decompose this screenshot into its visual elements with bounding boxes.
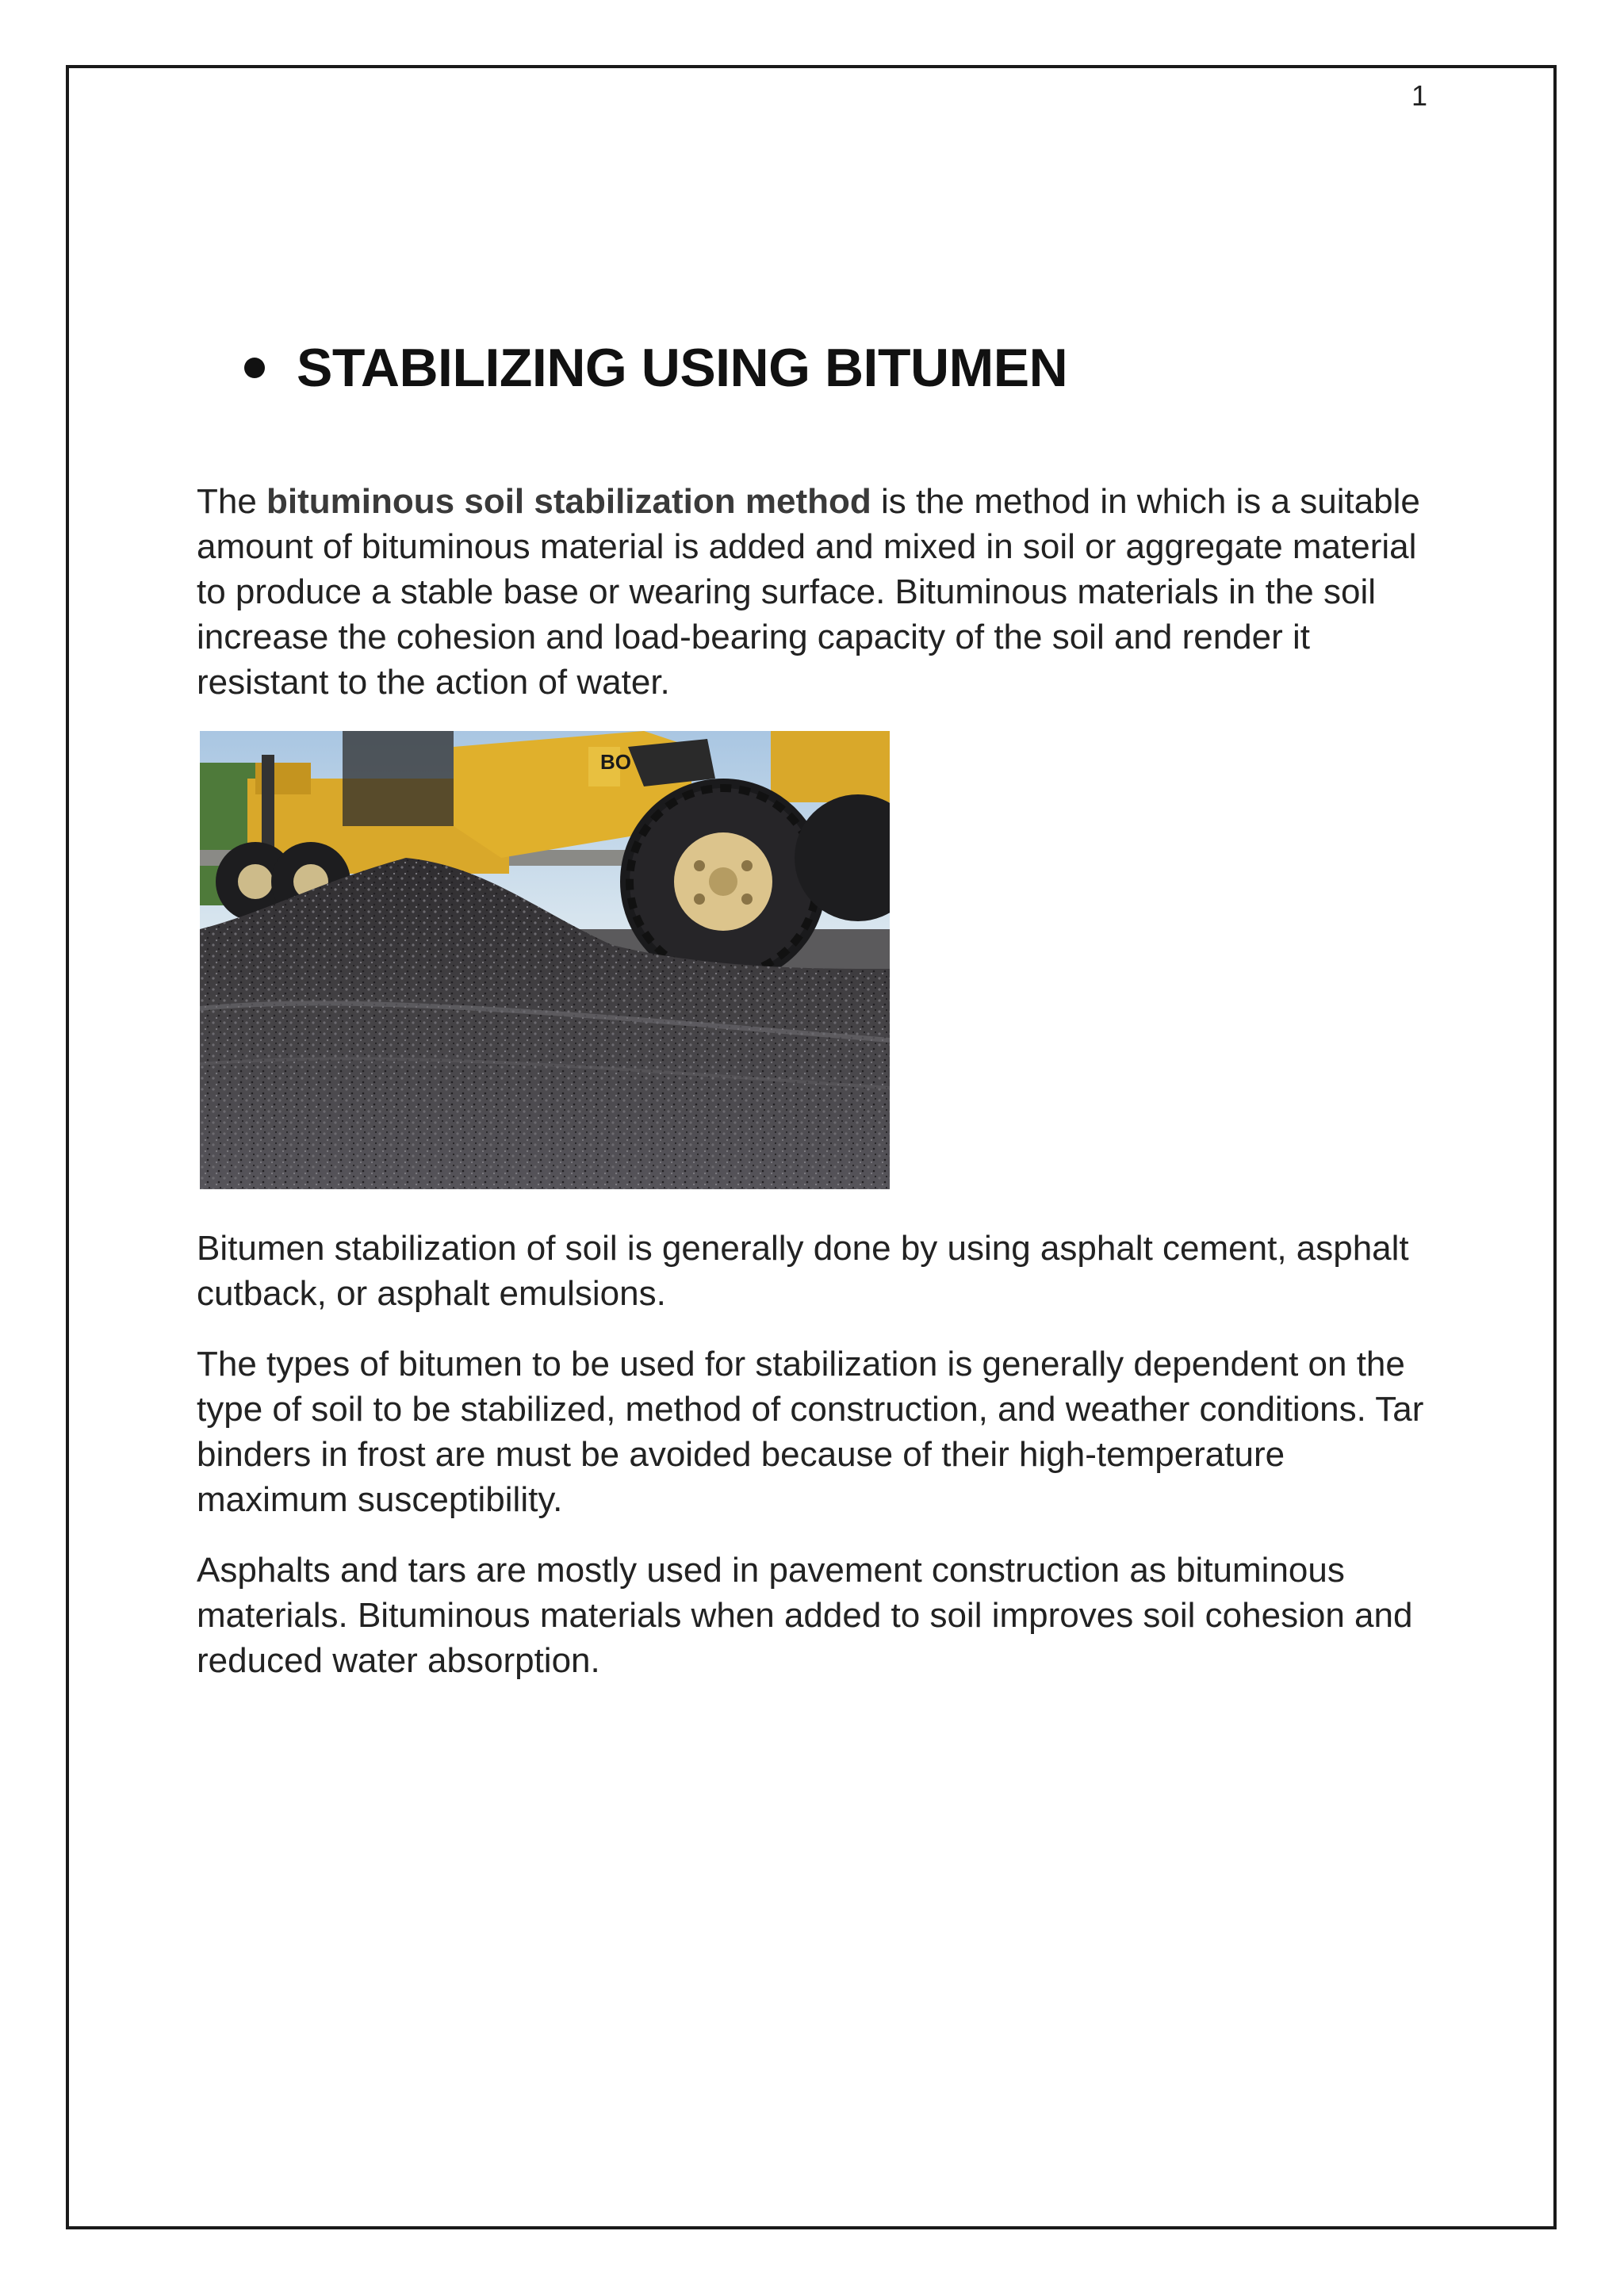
intro-paragraph xyxy=(197,479,1434,705)
paragraph-bitumen-methods: Bitumen stabilization of soil is generally done by using asphalt cement, asphalt cutback, or asphalt emulsions. xyxy=(197,1229,1409,1313)
vehicle-logo: BO xyxy=(600,750,631,774)
front-wheel xyxy=(620,779,890,985)
paragraph-bitumen-types: The types of bitumen to be used for stabilization is generally dependent on the type of soil to be stabilized, method of construction, and weather conditions. Tar binders in frost are must be avoided because of their high-temperature maximum susceptibility. xyxy=(197,1345,1424,1519)
motor-grader-photo xyxy=(200,731,890,1189)
paragraph-asphalts-tars: Asphalts and tars are mostly used in pavement construction as bituminous materials. Bituminous materials when added to soil improves soil cohesion and reduced water absorption. xyxy=(197,1551,1413,1680)
motor-grader-illustration xyxy=(200,731,890,1189)
intro-lead: The xyxy=(197,482,267,521)
intro-bold-term: bituminous soil stabilization method xyxy=(266,482,871,521)
bullet-icon xyxy=(244,358,265,378)
section-heading: STABILIZING USING BITUMEN xyxy=(297,338,1068,398)
page-number: 1 xyxy=(1411,79,1428,112)
section-heading-row xyxy=(244,338,1068,398)
intro-rest: is the method in which is a suitable amount of bituminous material is added and mixed in soil or aggregate material to produce a stable base or wearing surface. Bituminous materials in the soil increase the cohesion and load-bearing capacity of the soil and render it resistant to the action of water. xyxy=(197,482,1420,702)
